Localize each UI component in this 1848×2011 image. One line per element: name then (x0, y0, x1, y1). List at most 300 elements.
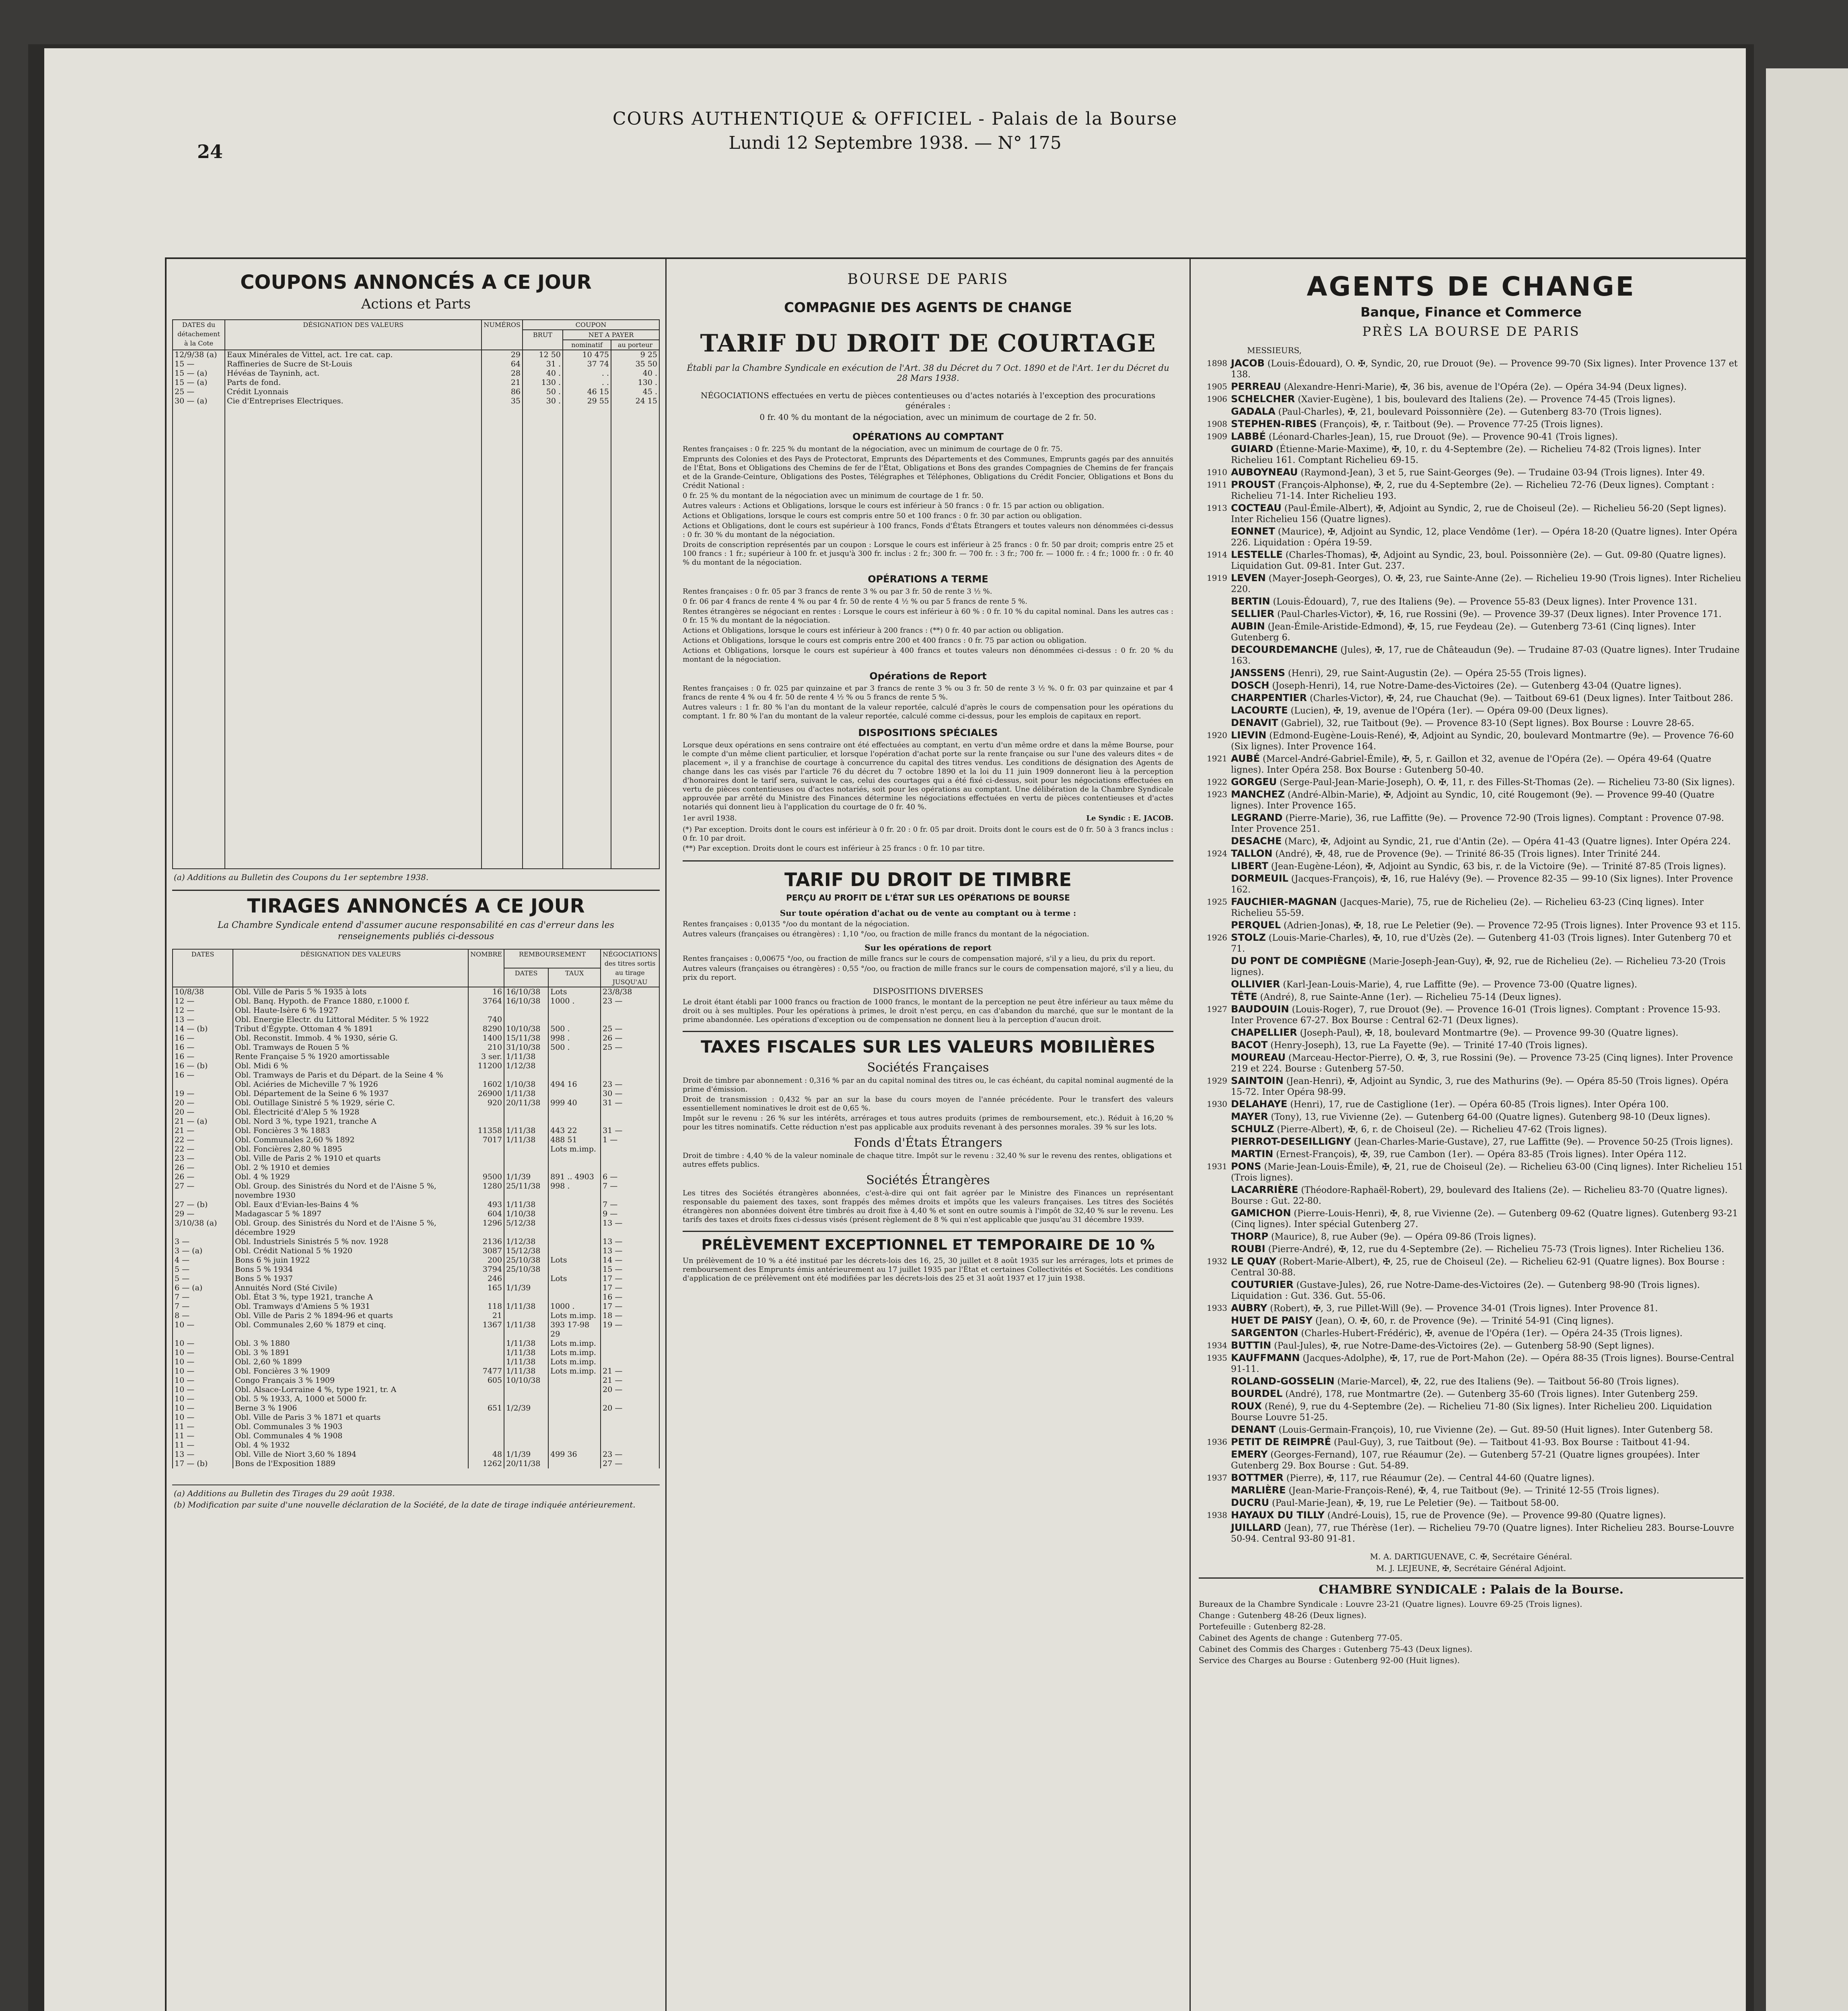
agent-name: HAYAUX DU TILLY (1231, 1509, 1325, 1521)
tirage-cell-date (173, 1080, 233, 1089)
adjacent-page-edge (1766, 68, 1848, 2011)
coupons-header-numeros: NUMÉROS (482, 320, 523, 350)
tirage-cell-designation: Bons 6 % juin 1922 (233, 1256, 468, 1265)
agent-detail: (François), ✠, r. Taitbout (9e). — Provence 77-25 (Trois lignes). (1319, 419, 1603, 430)
agent-name: MANCHEZ (1231, 789, 1285, 800)
agent-name: PIERROT-DESEILLIGNY (1231, 1136, 1351, 1147)
agent-year: 1924 (1207, 849, 1227, 858)
tirage-row (173, 1320, 659, 1339)
tirage-row (173, 1376, 659, 1385)
timbre-comptant-heading: Sur toute opération d'achat ou de vente au comptant ou à terme : (780, 908, 1076, 918)
tirage-cell-r_date (504, 1422, 548, 1431)
tirages-footnotes (172, 1485, 660, 1514)
tirage-cell-nombre: 7477 (468, 1367, 504, 1376)
tirage-row (173, 1145, 659, 1154)
tirage-cell-nombre: 3087 (468, 1246, 504, 1256)
coupons-table (172, 319, 660, 868)
agent-entry (1199, 705, 1743, 716)
agent-detail: (Marie-Joseph-Jean-Guy), ✠, 92, rue de Richelieu (2e). — Richelieu 73-20 (Trois lignes). (1231, 956, 1726, 977)
tirage-cell-nombre (468, 1071, 504, 1080)
tirage-cell-r_date (504, 1311, 548, 1320)
tirage-cell-nombre (468, 1394, 504, 1404)
tirage-cell-designation: Obl. Midi 6 % (233, 1061, 468, 1071)
agent-name: DELAHAYE (1231, 1098, 1288, 1110)
agent-entry (1199, 668, 1743, 679)
tirage-cell-nombre (468, 1441, 504, 1450)
tirage-cell-date: 29 — (173, 1209, 233, 1219)
agent-detail: (Jean), O. ✠, 60, r. de Provence (9e). — Trinité 54-91 (Cinq lignes). (1315, 1316, 1614, 1326)
tirage-cell-designation: Obl. Eaux d'Evian-les-Bains 4 % (233, 1200, 468, 1209)
tirage-cell-nombre: 7017 (468, 1135, 504, 1145)
coupon-row (173, 350, 659, 360)
agent-detail: (Louis-Marie-Charles), ✠, 10, rue d'Uzès (2e). — Gutenberg 41-03 (Trois lignes). Inter Gutenberg 70 et 71. (1231, 933, 1732, 954)
tirage-row (173, 1404, 659, 1413)
coupon-cell-porteur: 9 25 (611, 350, 659, 360)
tirage-row (173, 1200, 659, 1209)
tirage-cell-taux: 999 40 (548, 1098, 601, 1108)
tirage-cell-neg (601, 1431, 659, 1441)
tirage-cell-taux (548, 1209, 601, 1219)
agent-name: SCHELCHER (1231, 393, 1295, 405)
timbre-diverses-heading: DISPOSITIONS DIVERSES (873, 986, 984, 996)
tirage-cell-designation: Obl. Communales 3 % 1903 (233, 1422, 468, 1431)
comptant-paragraph: Emprunts des Colonies et des Pays de Protectorat, Emprunts des Départements et des Communes, Emprunts gagés par des annuités de l'État, Bons et Obligations des Chemins de fer de l'État, Obligations et Bons des grandes Compagnies de Chemins de fer français et de la Grande-Ceinture, Obligations des Postes, Télégraphes et Téléphones, Obligations du Crédit Foncier, Obligations et Bons du Crédit National : (683, 455, 1173, 490)
agent-year: 1930 (1207, 1099, 1227, 1109)
tirage-cell-neg: 16 — (601, 1293, 659, 1302)
comptant-paragraph: Autres valeurs : Actions et Obligations, lorsque le cours est inférieur à 50 francs : 0 fr. 15 par action ou obligation. (683, 502, 1105, 510)
tirage-cell-date: 8 — (173, 1311, 233, 1320)
agent-name: SCHULZ (1231, 1123, 1274, 1135)
agent-name: JANSSENS (1231, 667, 1285, 679)
agent-name: PERREAU (1231, 381, 1281, 392)
agent-name: DORMEUIL (1231, 873, 1288, 884)
tirage-cell-designation: Obl. Banq. Hypoth. de France 1880, r.1000 f. (233, 997, 468, 1006)
op-terme-heading: OPÉRATIONS A TERME (868, 574, 988, 585)
agent-detail: (André), ✠, 48, rue de Provence (9e). — Trinité 86-35 (Trois lignes). Inter Trinité 244. (1275, 849, 1661, 859)
agent-entry (1199, 897, 1743, 919)
tirage-cell-date: 22 — (173, 1145, 233, 1154)
agent-name: SAINTOIN (1231, 1075, 1284, 1086)
tirage-cell-r_date (504, 1145, 548, 1154)
agent-name: EONNET (1231, 526, 1275, 537)
coupon-cell-designation: Crédit Lyonnais (225, 387, 482, 397)
tirage-cell-neg: 26 — (601, 1034, 659, 1043)
tirage-cell-designation: Obl. Ville de Paris 2 % 1910 et quarts (233, 1154, 468, 1163)
tirage-cell-r_date: 1/10/38 (504, 1209, 548, 1219)
tirage-cell-nombre: 9500 (468, 1172, 504, 1182)
coupons-header-dates: DATES du détachement à la Cote (173, 320, 225, 350)
tirage-row (173, 1043, 659, 1052)
tirage-cell-taux (548, 1237, 601, 1246)
tirage-cell-date: 16 — (173, 1034, 233, 1043)
agent-entry (1199, 1040, 1743, 1051)
agent-entry (1199, 1315, 1743, 1326)
tirage-row (173, 1302, 659, 1311)
tirage-cell-designation: Obl. Tramways d'Amiens 5 % 1931 (233, 1302, 468, 1311)
tirage-cell-neg: 7 — (601, 1200, 659, 1209)
agent-entry (1199, 444, 1743, 466)
agent-detail: (Jean-Charles-Marie-Gustave), 27, rue Laffitte (9e). — Provence 50-25 (Trois lignes). (1354, 1137, 1733, 1147)
tirage-cell-r_date (504, 1413, 548, 1422)
tirage-cell-designation: Obl. Ville de Paris 5 % 1935 à lots (233, 987, 468, 997)
timbre-title: TARIF DU DROIT DE TIMBRE (784, 869, 1072, 890)
agent-entry (1199, 1485, 1743, 1496)
agent-entry (1199, 431, 1743, 442)
tirage-cell-nombre: 246 (468, 1274, 504, 1283)
agent-entry (1199, 1004, 1743, 1026)
tirage-cell-r_date: 16/10/38 (504, 987, 548, 997)
tirage-cell-r_date: 1/11/38 (504, 1200, 548, 1209)
agent-name: PROUST (1231, 479, 1275, 490)
tirage-cell-neg: 14 — (601, 1256, 659, 1265)
tirage-cell-neg: 15 — (601, 1265, 659, 1274)
agent-name: AUBÉ (1231, 753, 1260, 764)
tirage-row (173, 1172, 659, 1182)
tirage-cell-date: 17 — (b) (173, 1459, 233, 1468)
agent-entry (1199, 419, 1743, 430)
agent-entry (1199, 1388, 1743, 1400)
tirage-cell-date: 27 — (173, 1182, 233, 1200)
tirage-cell-r_date: 1/12/38 (504, 1237, 548, 1246)
agent-name: DUCRU (1231, 1497, 1269, 1508)
agent-entry (1199, 693, 1743, 704)
tirage-row (173, 1117, 659, 1126)
agent-year: 1938 (1207, 1510, 1227, 1520)
agent-detail: (Paul-Charles), ✠, 21, boulevard Poissonnière (2e). — Gutenberg 83-70 (Trois lignes). (1278, 407, 1662, 417)
tirage-cell-taux (548, 1376, 601, 1385)
tirage-cell-r_date (504, 1431, 548, 1441)
tirage-cell-neg: 21 — (601, 1376, 659, 1385)
agent-name: CHAPELLIER (1231, 1027, 1297, 1038)
agent-entry (1199, 1052, 1743, 1074)
tirage-cell-nombre: 26900 (468, 1089, 504, 1098)
tirage-cell-r_date: 1/1/39 (504, 1172, 548, 1182)
tirage-cell-r_date: 25/10/38 (504, 1265, 548, 1274)
tirage-cell-designation: Obl. Aciéries de Micheville 7 % 1926 (233, 1080, 468, 1089)
tirage-cell-designation: Obl. Ville de Paris 2 % 1894-96 et quarts (233, 1311, 468, 1320)
agent-entry (1199, 1510, 1743, 1521)
agent-year: 1937 (1207, 1473, 1227, 1483)
tirage-cell-r_date: 1/11/38 (504, 1089, 548, 1098)
tirage-cell-nombre: 11200 (468, 1061, 504, 1071)
tirage-row (173, 1422, 659, 1431)
agent-name: JACOB (1231, 358, 1265, 369)
agent-entry (1199, 1244, 1743, 1255)
agent-entry (1199, 979, 1743, 990)
chambre-line: Portefeuille : Gutenberg 82-28. (1199, 1622, 1326, 1631)
coupon-cell-brut: 130 . (523, 378, 563, 387)
tirage-row (173, 1071, 659, 1080)
agent-detail: (Paul-Charles-Victor), ✠, 16, rue Rossini (9e). — Provence 39-37 (Deux lignes). Inter Provence 171. (1277, 609, 1722, 619)
tirages-title: TIRAGES ANNONCÉS A CE JOUR (247, 895, 585, 917)
tirage-cell-date: 12 — (173, 997, 233, 1006)
agent-entry (1199, 467, 1743, 478)
tirage-cell-taux: Lots (548, 987, 601, 997)
coupon-cell-porteur: 24 15 (611, 397, 659, 406)
agent-detail: (Paul-Marie-Jean), ✠, 19, rue Le Peletier (9e). — Taitbout 58-00. (1272, 1498, 1559, 1508)
coupon-cell-numero: 28 (482, 369, 523, 378)
tirage-cell-nombre (468, 1117, 504, 1126)
tirage-cell-r_date (504, 1163, 548, 1172)
tirages-header-dates: DATES (173, 949, 233, 987)
coupon-cell-nominatif: 29 55 (563, 397, 611, 406)
tirage-row (173, 1061, 659, 1071)
tirage-cell-designation: Rente Française 5 % 1920 amortissable (233, 1052, 468, 1061)
agent-name: BERTIN (1231, 596, 1270, 607)
tirage-cell-taux (548, 1441, 601, 1450)
tirage-cell-r_date: 1/11/38 (504, 1357, 548, 1367)
agent-name: LIEVIN (1231, 730, 1267, 741)
agent-name: COCTEAU (1231, 502, 1282, 514)
tirage-cell-taux: 500 . (548, 1043, 601, 1052)
tirage-cell-nombre: 16 (468, 987, 504, 997)
tirage-row (173, 987, 659, 997)
tirage-cell-nombre: 210 (468, 1043, 504, 1052)
tirage-cell-neg: 13 — (601, 1246, 659, 1256)
agent-name: MARLIÈRE (1231, 1485, 1286, 1496)
agent-entry (1199, 753, 1743, 775)
tirage-cell-designation: Obl. Foncières 3 % 1909 (233, 1367, 468, 1376)
tirage-cell-date: 26 — (173, 1163, 233, 1172)
op-terme-body (683, 587, 1173, 664)
tirage-cell-r_date: 1/11/38 (504, 1348, 548, 1357)
tirage-cell-r_date: 25/10/38 (504, 1256, 548, 1265)
tirage-cell-nombre: 1296 (468, 1219, 504, 1237)
coupons-header-porteur: au porteur (611, 340, 659, 350)
signature: Le Syndic : E. JACOB. (1086, 814, 1173, 822)
agent-year: 1929 (1207, 1076, 1227, 1086)
dispositions-heading: DISPOSITIONS SPÉCIALES (858, 727, 998, 738)
tirage-row (173, 1006, 659, 1015)
tirage-cell-nombre (468, 1339, 504, 1348)
agent-name: GAMICHON (1231, 1207, 1291, 1219)
coupon-cell-numero: 29 (482, 350, 523, 360)
agent-entry (1199, 1124, 1743, 1135)
tirage-cell-nombre (468, 1293, 504, 1302)
agent-detail: (Jean-Henri), ✠, Adjoint au Syndic, 3, rue des Mathurins (9e). — Opéra 85-50 (Trois lignes). Opéra 15-72. Inter Opéra 98-99. (1231, 1076, 1729, 1097)
tirages-footnote: (a) Additions au Bulletin des Tirages du 29 août 1938. (174, 1489, 395, 1498)
tirage-cell-date: 3/10/38 (a) (173, 1219, 233, 1237)
agent-detail: (Mayer-Joseph-Georges), O. ✠, 23, rue Sainte-Anne (2e). — Richelieu 19-90 (Trois lignes). Inter Richelieu 220. (1231, 574, 1741, 594)
coupon-cell-date: 30 — (a) (173, 397, 225, 406)
agent-name: LACOURTE (1231, 705, 1288, 716)
tirage-cell-date: 6 — (a) (173, 1283, 233, 1293)
soc-etr-body: Les titres des Sociétés étrangères abonnées, c'est-à-dire qui ont fait agréer par le Ministre des Finances un représentant responsable du paiement des taxes, sont frappés des mêmes droits et impôts que les valeurs françaises. Les titres des Sociétés étrangères non abonnées doivent être timbrés au droit fixe à 4,40 % et sont en outre soumis à l'impôt de 32,40 % sur le revenu. Les tarifs des taxes et droits fixes ci-dessus visés (présent règlement de 8 % qui n'est applicable que jusqu'au 31 décembre 1939. (683, 1189, 1173, 1224)
soc-fr-paragraph: Droit de transmission : 0,432 % par an sur la base du cours moyen de l'année précédente. Pour le transfert des valeurs essentiellement nominatives le droit est de 0,65 %. (683, 1095, 1173, 1112)
tirage-cell-taux: 494 16 (548, 1080, 601, 1089)
agent-detail: (Louis-Roger), 7, rue Drouot (9e). — Provence 16-01 (Trois lignes). Comptant : Provence 15-93. Inter Provence 67-27. Box Bourse : Central 62-71 (Deux lignes). (1231, 1005, 1721, 1026)
coupon-row (173, 397, 659, 406)
agent-detail: (Gabriel), 32, rue Taitbout (9e). — Provence 83-10 (Sept lignes). Box Bourse : Louvre 28-65. (1281, 718, 1694, 728)
tirage-cell-date: 22 — (173, 1135, 233, 1145)
agent-name: LE QUAY (1231, 1256, 1276, 1267)
tirage-cell-neg (601, 1006, 659, 1015)
tirage-cell-neg (601, 1357, 659, 1367)
tirage-cell-neg: 1 — (601, 1135, 659, 1145)
tirage-cell-neg: 17 — (601, 1274, 659, 1283)
taxes-title: TAXES FISCALES SUR LES VALEURS MOBILIÈRES (700, 1037, 1156, 1057)
tirage-row (173, 1080, 659, 1089)
agent-detail: (Robert), ✠, 3, rue Pillet-Will (9e). — Provence 34-01 (Trois lignes). Inter Provence 81. (1270, 1304, 1658, 1314)
tirage-cell-taux: 1000 . (548, 997, 601, 1006)
agent-detail: (Paul-Émile-Albert), ✠, Adjoint au Syndic, 2, rue de Choiseul (2e). — Richelieu 56-20 (Sept lignes). Inter Richelieu 156 (Quatre lignes). (1231, 504, 1727, 524)
tirage-row (173, 1311, 659, 1320)
tirage-cell-designation: Obl. Energie Electr. du Littoral Méditer. 5 % 1922 (233, 1015, 468, 1024)
tirage-cell-designation: Obl. 3 % 1891 (233, 1348, 468, 1357)
agent-entry (1199, 1522, 1743, 1544)
agent-detail: (Paul-Jules), ✠, rue Notre-Dame-des-Victoires (2e). — Gutenberg 58-90 (Sept lignes). (1274, 1341, 1655, 1351)
tirage-cell-neg (601, 1422, 659, 1431)
coupon-cell-date: 25 — (173, 387, 225, 397)
agent-detail: (Gustave-Jules), 26, rue Notre-Dame-des-Victoires (2e). — Gutenberg 98-90 (Trois lignes). Liquidation : Gut. 336. Gut. 55-06. (1231, 1280, 1700, 1301)
tirage-cell-designation: Congo Français 3 % 1909 (233, 1376, 468, 1385)
agent-year: 1927 (1207, 1004, 1227, 1014)
tirage-cell-neg: 13 — (601, 1219, 659, 1237)
coupon-row (173, 369, 659, 378)
tirage-cell-taux (548, 1117, 601, 1126)
coupon-cell-designation: Cie d'Entreprises Electriques. (225, 397, 482, 406)
comptant-paragraph: Droits de conscription représentés par un coupon : Lorsque le cours est inférieur à 25 francs : 0 fr. 50 par droit; compris entre 25 et 100 francs : 1 fr.; supérieur à 100 fr. et jusqu'à 300 fr. inclus : 2 fr.; 300 fr. — 700 fr. : 3 fr.; 700 fr. — 1000 fr. : 4 fr.; 1000 fr. : 0 fr. 40 % du montant de la négociation. (683, 541, 1173, 567)
tirage-cell-designation: Bons de l'Exposition 1889 (233, 1459, 468, 1468)
agent-detail: (Maurice), ✠, Adjoint au Syndic, 12, place Vendôme (1er). — Opéra 18-20 (Quatre lignes). Inter Opéra 226. Liquidation : Opéra 19-59. (1231, 527, 1737, 548)
tirage-row (173, 997, 659, 1006)
agent-entry (1199, 1437, 1743, 1448)
tirage-cell-r_date: 20/11/38 (504, 1098, 548, 1108)
agent-detail: (René), 9, rue du 4-Septembre (2e). — Richelieu 71-80 (Six lignes). Inter Richelieu 200. Liquidation Bourse Louvre 51-25. (1231, 1402, 1712, 1423)
agent-entry (1199, 1472, 1743, 1484)
agent-name: KAUFFMANN (1231, 1352, 1300, 1363)
tirage-row (173, 1108, 659, 1117)
agent-entry (1199, 394, 1743, 405)
agent-name: LIBERT (1231, 860, 1268, 872)
agent-name: GUIARD (1231, 443, 1274, 454)
tirage-cell-nombre: 3764 (468, 997, 504, 1006)
agent-detail: (Jean), 77, rue Thérèse (1er). — Richelieu 79-70 (Quatre lignes). Inter Richelieu 283. Bourse-Louvre 50-94. Central 93-80 91-81. (1231, 1523, 1734, 1544)
prelev-title: PRÉLÈVEMENT EXCEPTIONNEL ET TEMPORAIRE DE 10 % (701, 1237, 1155, 1253)
tirage-cell-neg: 19 — (601, 1320, 659, 1339)
tirage-cell-designation: Obl. Tramways de Rouen 5 % (233, 1043, 468, 1052)
tirage-cell-nombre (468, 1357, 504, 1367)
tirage-cell-neg: 23 — (601, 1080, 659, 1089)
tirage-cell-date: 20 — (173, 1098, 233, 1108)
agent-entry (1199, 573, 1743, 595)
agent-entry (1199, 1075, 1743, 1098)
tirage-cell-r_date: 10/10/38 (504, 1024, 548, 1034)
coupon-cell-nominatif: . . (563, 378, 611, 387)
tirage-cell-taux: 393 17-98 29 (548, 1320, 601, 1339)
chambre-line: Cabinet des Commis des Charges : Gutenberg 75-43 (Deux lignes). (1199, 1644, 1473, 1654)
tirage-row (173, 1098, 659, 1108)
tirage-row (173, 1413, 659, 1422)
agent-entry (1199, 848, 1743, 860)
agent-name: GORGEU (1231, 776, 1277, 788)
tirage-cell-taux: Lots m.imp. (548, 1357, 601, 1367)
negociations-rate: 0 fr. 40 % du montant de la négociation, avec un minimum de courtage de 2 fr. 50. (759, 412, 1097, 422)
agent-name: ROUBI (1231, 1243, 1266, 1254)
coupon-cell-numero: 21 (482, 378, 523, 387)
courtage-establish: Établi par la Chambre Syndicale en exécution de l'Art. 38 du Décret du 7 Oct. 1890 et de l'Art. 1er du Décret du 28 Mars 1938. (687, 363, 1169, 383)
agent-entry (1199, 1136, 1743, 1147)
terme-paragraph: Rentes étrangères se négociant en rentes : Lorsque le cours est inférieur à 60 % : 0 fr. 10 % du capital nominal. Dans les autres cas : 0 fr. 15 % du montant de la négociation. (683, 607, 1173, 625)
tirage-cell-designation: Obl. État 3 %, type 1921, tranche A (233, 1293, 468, 1302)
agent-entry (1199, 861, 1743, 872)
timbre-report-paragraph: Autres valeurs (françaises ou étrangères) : 0,55 °/oo, ou fraction de mille francs sur le cours de compensation majoré, s'il y a lieu, du prix du report. (683, 964, 1173, 982)
coupon-row (173, 387, 659, 397)
agent-detail: (Marc), ✠, Adjoint au Syndic, 21, rue d'Antin (2e). — Opéra 41-43 (Quatre lignes). Inter Opéra 224. (1284, 837, 1731, 847)
agent-entry (1199, 1161, 1743, 1183)
agent-name: DENANT (1231, 1424, 1276, 1435)
tirage-cell-designation: Tribut d'Égypte. Ottoman 4 % 1891 (233, 1024, 468, 1034)
exception-note: (**) Par exception. Droits dont le cours est inférieur à 25 francs : 0 fr. 10 par titre. (683, 844, 985, 853)
agent-entry (1199, 1149, 1743, 1160)
tirage-cell-taux (548, 1061, 601, 1071)
agent-detail: (Robert-Marie-Albert), ✠, 25, rue de Choiseul (2e). — Richelieu 62-91 (Quatre lignes). Box Bourse : Central 30-88. (1231, 1257, 1725, 1278)
tirage-cell-neg: 25 — (601, 1043, 659, 1052)
tirage-cell-taux (548, 1089, 601, 1098)
tirage-cell-date: 10 — (173, 1376, 233, 1385)
tirage-row (173, 1015, 659, 1024)
tirage-cell-taux: 1000 . (548, 1302, 601, 1311)
tirage-cell-taux (548, 1265, 601, 1274)
agent-detail: (Marie-Marcel), ✠, 22, rue des Italiens (9e). — Taitbout 56-80 (Trois lignes). (1337, 1377, 1679, 1387)
tirage-cell-date: 21 — (a) (173, 1117, 233, 1126)
coupon-cell-numero: 86 (482, 387, 523, 397)
tirage-cell-taux: 998 . (548, 1034, 601, 1043)
soc-fr-paragraph: Impôt sur le revenu : 26 % sur les intérêts, arrérages et tous autres produits (primes de remboursement, etc.). Réduit à 16,20 % pour les titres nominatifs. Cette réduction n'est pas applicable aux produits revenant à des personnes morales. 39 % sur les lots. (683, 1114, 1173, 1131)
agent-name: PETIT DE REIMPRÉ (1231, 1436, 1331, 1448)
tirage-cell-date: 16 — (b) (173, 1061, 233, 1071)
tirage-cell-date: 23 — (173, 1154, 233, 1163)
agent-entry (1199, 1279, 1743, 1302)
tirage-row (173, 1283, 659, 1293)
tirage-cell-nombre: 11358 (468, 1126, 504, 1135)
soc-etr-heading: Sociétés Étrangères (866, 1173, 990, 1187)
tirage-cell-nombre: 200 (468, 1256, 504, 1265)
tirage-cell-neg: 31 — (601, 1126, 659, 1135)
tirage-row (173, 1274, 659, 1283)
tirage-cell-date: 26 — (173, 1172, 233, 1182)
tirage-cell-nombre: 1367 (468, 1320, 504, 1339)
tirage-cell-date: 20 — (173, 1108, 233, 1117)
tirage-cell-neg: 30 — (601, 1089, 659, 1098)
tirage-cell-designation: Obl. Foncières 2,80 % 1895 (233, 1145, 468, 1154)
agent-name: LACARRIÈRE (1231, 1184, 1299, 1195)
agent-name: THORP (1231, 1231, 1268, 1242)
tirage-cell-taux (548, 1154, 601, 1163)
agent-name: DESACHE (1231, 835, 1282, 847)
timbre-paragraph: Rentes françaises : 0,0135 °/oo du montant de la négociation. (683, 920, 910, 928)
agent-year: 1935 (1207, 1353, 1227, 1363)
timbre-body (683, 920, 1173, 939)
agent-year: 1920 (1207, 730, 1227, 740)
tirage-cell-taux (548, 1459, 601, 1468)
tirage-cell-date: 11 — (173, 1441, 233, 1450)
agents-messieurs: MESSIEURS, (1247, 345, 1302, 355)
tirage-cell-neg (601, 1339, 659, 1348)
agent-detail: (Marcel-André-Gabriel-Émile), ✠, 5, r. Gaillon et 32, avenue de l'Opéra (2e). — Opéra 49-64 (Quatre lignes). Inter Opéra 258. Box Bourse : Gutenberg 50-40. (1231, 754, 1712, 775)
tirages-footnote: (b) Modification par suite d'une nouvelle déclaration de la Société, de la date de tirage indiquée antérieurement. (174, 1500, 636, 1509)
tirage-cell-r_date (504, 1117, 548, 1126)
coupon-cell-porteur: 130 . (611, 378, 659, 387)
tirage-cell-taux (548, 1163, 601, 1172)
tirage-cell-designation: Obl. 2,60 % 1899 (233, 1357, 468, 1367)
agent-name: CHARPENTIER (1231, 692, 1307, 703)
tirage-cell-taux: Lots m.imp. (548, 1367, 601, 1376)
tirage-row (173, 1256, 659, 1265)
tirage-row (173, 1385, 659, 1394)
tirage-cell-nombre: 3794 (468, 1265, 504, 1274)
agent-entry (1199, 644, 1743, 666)
